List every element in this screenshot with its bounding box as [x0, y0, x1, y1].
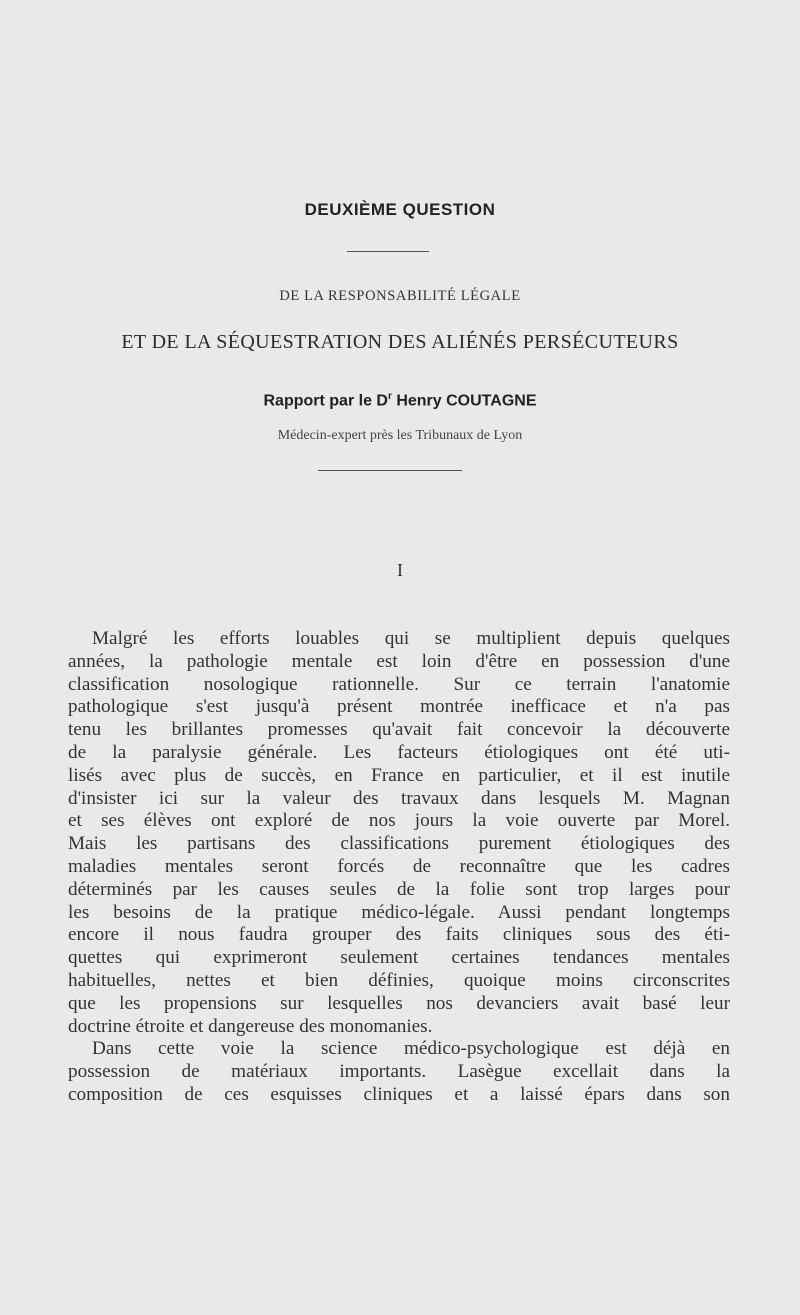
author-title-sup: r [387, 391, 392, 402]
text-line: les besoins de la pratique médico-légale. Aussi pendant longtemps [68, 901, 730, 923]
text-line: classification nosologique rationnelle. Sur ce terrain l'anatomie [68, 673, 730, 695]
text-line: encore il nous faudra grouper des faits cliniques sous des éti- [68, 924, 730, 946]
text-line: Mais les partisans des classifications purement étiologiques des [68, 833, 730, 855]
text-line: pathologique s'est jusqu'à présent montrée inefficace et n'a pas [68, 696, 730, 718]
text-line: tenu les brillantes promesses qu'avait fait concevoir la découverte [68, 719, 730, 741]
text-line: habituelles, nettes et bien définies, quoique moins circonscrites [68, 969, 730, 991]
text-line: composition de ces esquisses cliniques et a laissé épars dans son [68, 1083, 730, 1105]
text-line: que les propensions sur lesquelles nos devanciers avait basé leur [68, 992, 730, 1014]
text-line: déterminés par les causes seules de la folie sont trop larges pour [68, 878, 730, 900]
question-heading: DEUXIÈME QUESTION [304, 200, 496, 219]
divider-rule [347, 251, 429, 252]
divider-rule [318, 470, 462, 471]
author-line [0, 391, 800, 410]
author-affiliation: Médecin-expert près les Tribunaux de Lyon [277, 428, 523, 443]
text-line: doctrine étroite et dangereuse des monomanies. [68, 1015, 433, 1037]
subtitle-responsabilite: DE LA RESPONSABILITÉ LÉGALE [279, 288, 521, 304]
author-prefix: Rapport par le D [263, 392, 388, 410]
subtitle-sequestration: ET DE LA SÉQUESTRATION DES ALIÉNÉS PERSÉCUTEURS [121, 331, 679, 353]
text-line: et ses élèves ont exploré de nos jours la voie ouverte par Morel. [68, 810, 730, 832]
section-number: I [397, 560, 403, 580]
text-line: lisés avec plus de succès, en France en particulier, et il est inutile [68, 764, 730, 786]
text-line: Dans cette voie la science médico-psychologique est déjà en [92, 1038, 730, 1060]
body-text [68, 628, 730, 1107]
text-line: Malgré les efforts louables qui se multiplient depuis quelques [92, 628, 730, 649]
text-line: années, la pathologie mentale est loin d'être en possession d'une [68, 650, 730, 672]
text-line: d'insister ici sur la valeur des travaux dans lesquels M. Magnan [68, 787, 730, 809]
text-line: de la paralysie générale. Les facteurs étiologiques ont été uti- [68, 741, 730, 763]
author-name: Henry COUTAGNE [391, 392, 537, 410]
text-line: maladies mentales seront forcés de reconnaître que les cadres [68, 855, 730, 877]
text-line: possession de matériaux importants. Lasègue excellait dans la [68, 1061, 730, 1083]
text-line: quettes qui exprimeront seulement certaines tendances mentales [68, 947, 730, 969]
